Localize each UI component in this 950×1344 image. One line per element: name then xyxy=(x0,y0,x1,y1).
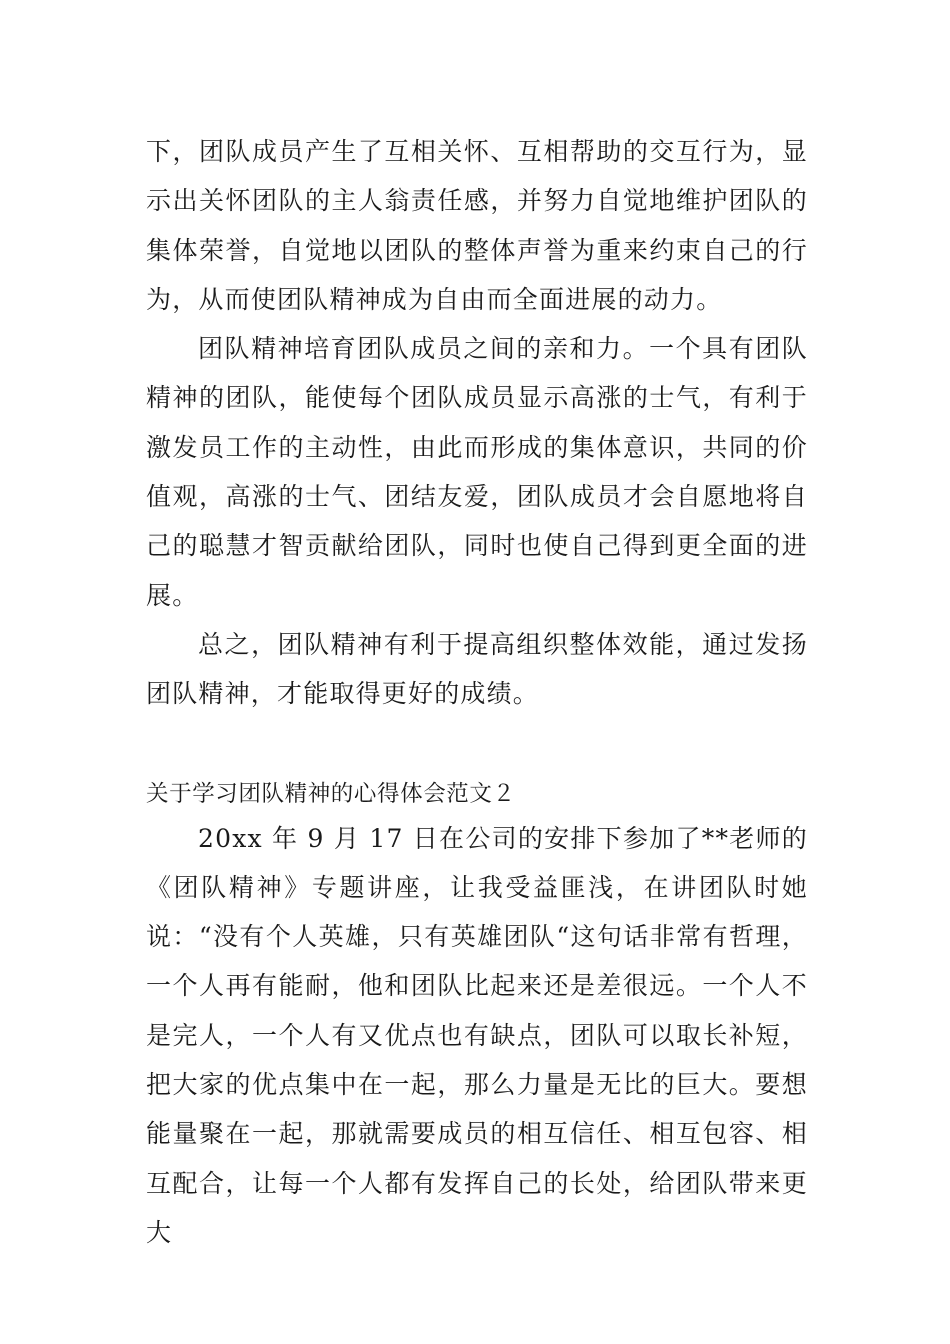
paragraph-cohesion: 团队精神培育团队成员之间的亲和力。一个具有团队精神的团队，能使每个团队成员显示高涨的士气，有利于激发员工作的主动性，由此而形成的集体意识，共同的价值观，高涨的士气、团结友爱，团队成员才会自愿地将自己的聪慧才智贡献给团队，同时也使自己得到更全面的进展。 xyxy=(146,334,808,610)
paragraph-conclusion: 总之，团队精神有利于提高组织整体效能，通过发扬团队精神，才能取得更好的成绩。 xyxy=(146,629,808,709)
paragraph-continuation: 下，团队成员产生了互相关怀、互相帮助的交互行为，显示出关怀团队的主人翁责任感，并努力自觉地维护团队的集体荣誉，自觉地以团队的整体声誉为重来约束自己的行为，从而使团队精神成为自由而全面进展的动力。 xyxy=(146,137,808,314)
section-spacer xyxy=(146,719,808,778)
section-heading: 关于学习团队精神的心得体会范文２ xyxy=(146,780,516,807)
paragraph-lecture: 20xx 年 9 月 17 日在公司的安排下参加了**老师的《团队精神》专题讲座，让我受益匪浅，在讲团队时她说：“没有个人英雄，只有英雄团队“这句话非常有哲理，一个人再有能耐，他和团队比起来还是差很远。一个人不是完人，一个人有又优点也有缺点，团队可以取长补短，把大家的优点集中在一起，那么力量是无比的巨大。要想能量聚在一起，那就需要成员的相互信任、相互包容、相互配合，让每一个人都有发挥自己的长处，给团队带来更大 xyxy=(146,823,808,1247)
document-body xyxy=(146,127,808,1257)
